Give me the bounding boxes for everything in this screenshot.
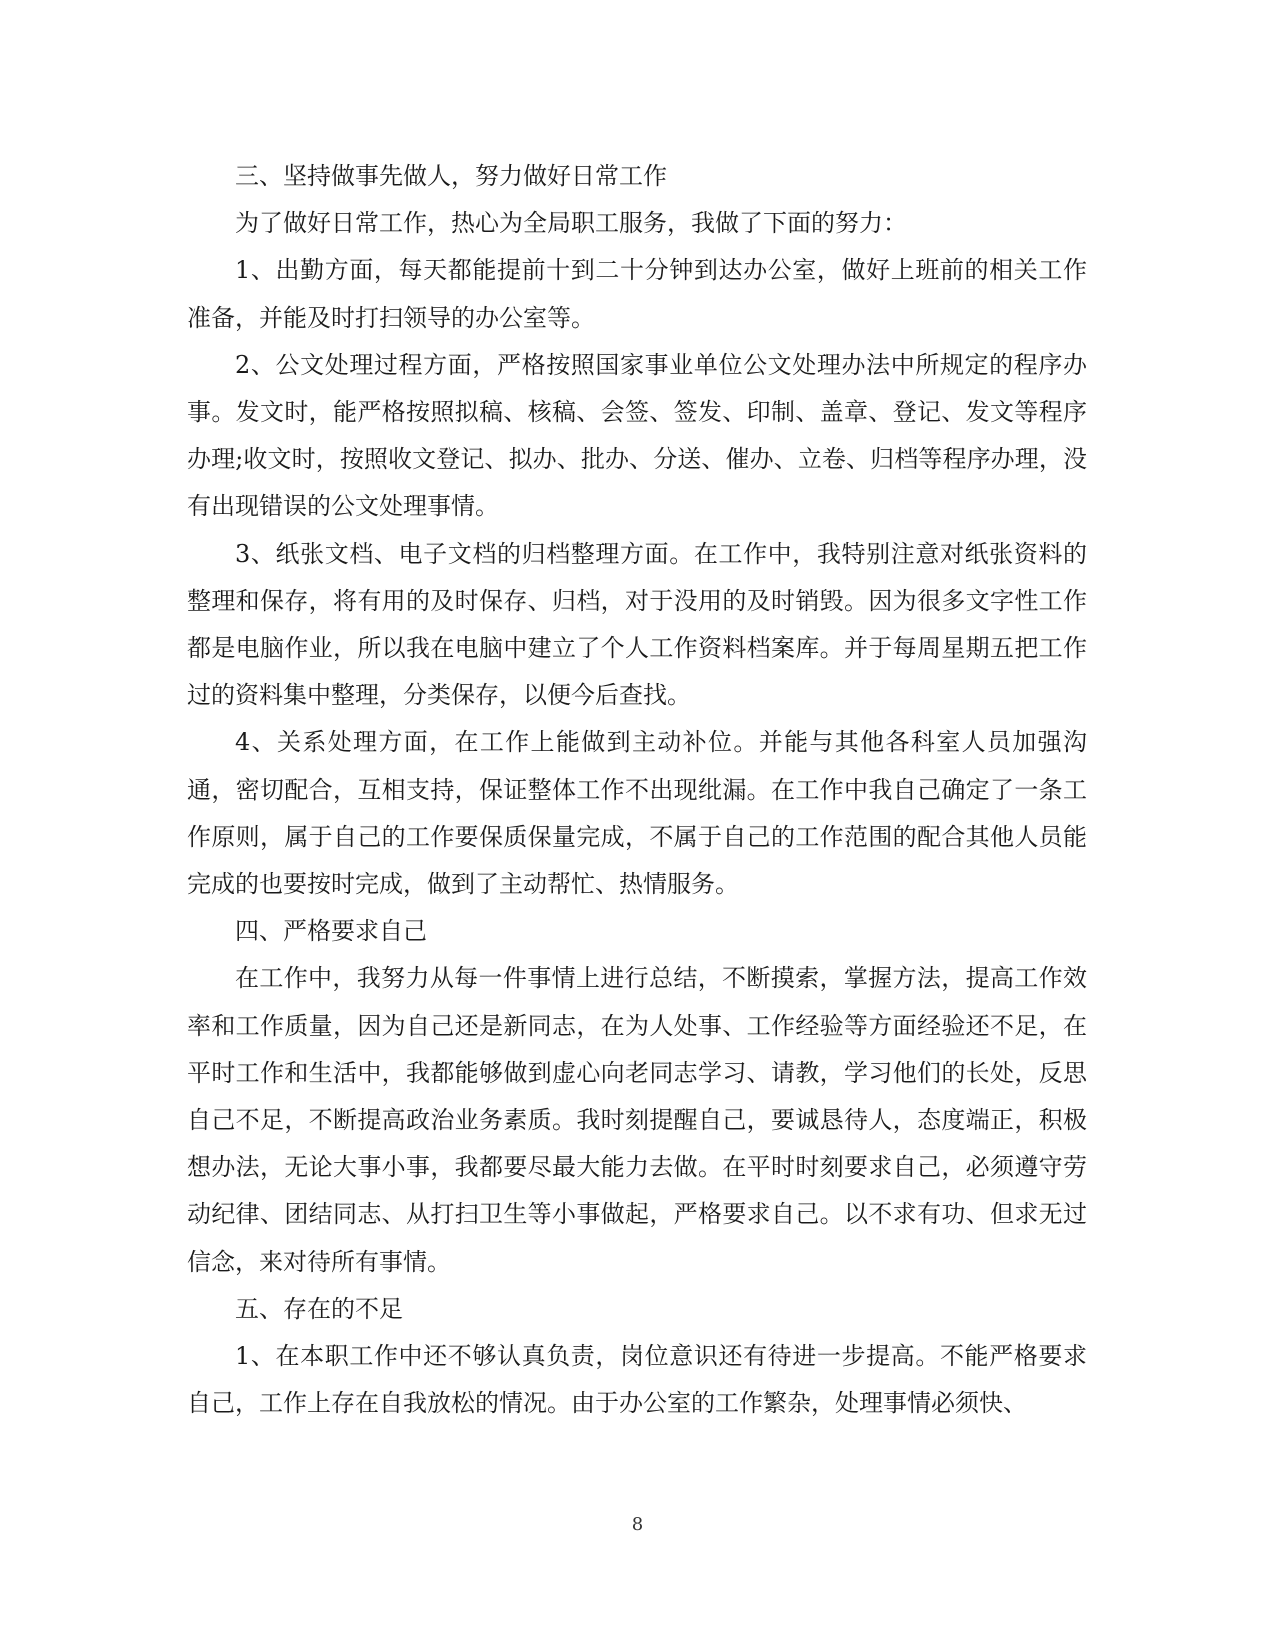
- paragraph-document-processing: 2、公文处理过程方面，严格按照国家事业单位公文处理办法中所规定的程序办事。发文时，能严格按照拟稿、核稿、会签、签发、印制、盖章、登记、发文等程序办理;收文时，按照收文登记、拟办、批办、分送、催办、立卷、归档等程序办理，没有出现错误的公文处理事情。: [187, 350, 1087, 521]
- document-body: [187, 153, 1087, 1427]
- paragraph-relations: 4、关系处理方面，在工作上能做到主动补位。并能与其他各科室人员加强沟通，密切配合，互相支持，保证整体工作不出现纰漏。在工作中我自己确定了一条工作原则，属于自己的工作要保质保量完成，不属于自己的工作范围的配合其他人员能完成的也要按时完成，做到了主动帮忙、热情服务。: [187, 728, 1087, 899]
- paragraph-intro: 为了做好日常工作，热心为全局职工服务，我做了下面的努力：: [235, 209, 907, 238]
- section-heading-5: 五、存在的不足: [235, 1294, 403, 1323]
- page-number: 8: [631, 1514, 644, 1535]
- paragraph-archiving: 3、纸张文档、电子文档的归档整理方面。在工作中，我特别注意对纸张资料的整理和保存，将有用的及时保存、归档，对于没用的及时销毁。因为很多文字性工作都是电脑作业，所以我在电脑中建立了个人工作资料档案库。并于每周星期五把工作过的资料集中整理，分类保存，以便今后查找。: [187, 539, 1087, 710]
- section-heading-3: 三、坚持做事先做人，努力做好日常工作: [235, 162, 667, 190]
- section-heading-4: 四、严格要求自己: [235, 917, 427, 946]
- paragraph-attendance: 1、出勤方面，每天都能提前十到二十分钟到达办公室，做好上班前的相关工作准备，并能及时打扫领导的办公室等。: [187, 256, 1087, 332]
- paragraph-self-discipline: 在工作中，我努力从每一件事情上进行总结，不断摸索，掌握方法，提高工作效率和工作质量，因为自己还是新同志，在为人处事、工作经验等方面经验还不足，在平时工作和生活中，我都能够做到虚心向老同志学习、请教，学习他们的长处，反思自己不足，不断提高政治业务素质。我时刻提醒自己，要诚恳待人，态度端正，积极想办法，无论大事小事，我都要尽最大能力去做。在平时时刻要求自己，必须遵守劳动纪律、团结同志、从打扫卫生等小事做起，严格要求自己。以不求有功、但求无过信念，来对待所有事情。: [187, 964, 1087, 1276]
- paragraph-shortcomings: 1、在本职工作中还不够认真负责，岗位意识还有待进一步提高。不能严格要求自己，工作上存在自我放松的情况。由于办公室的工作繁杂，处理事情必须快、: [187, 1342, 1087, 1418]
